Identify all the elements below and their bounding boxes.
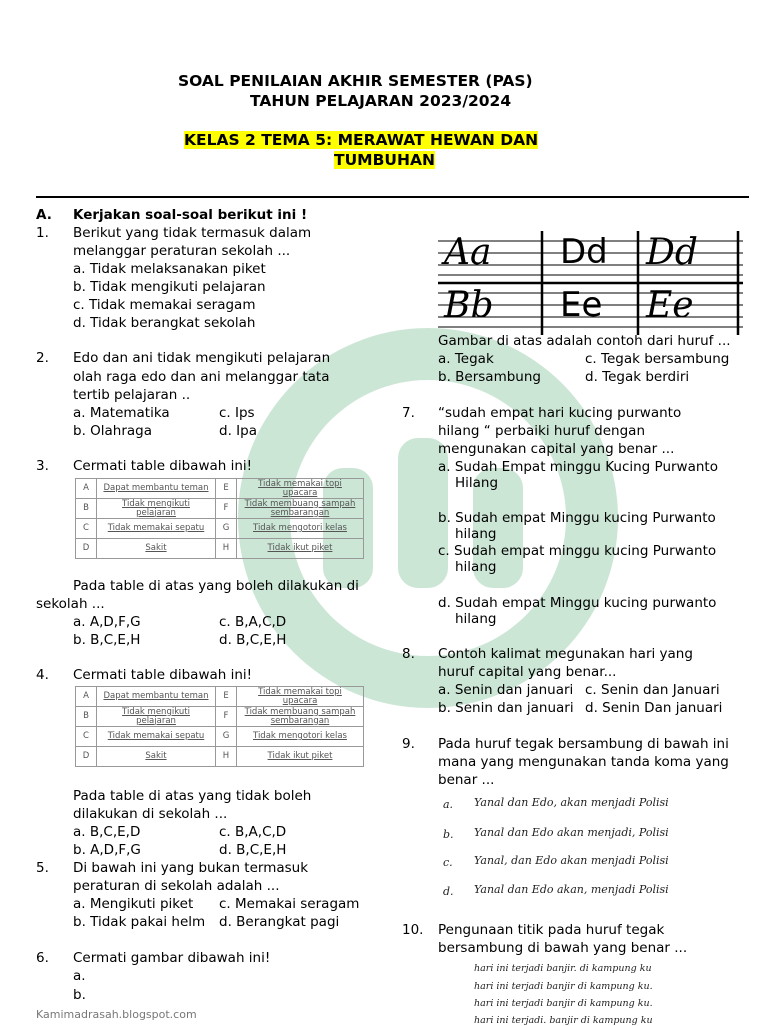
table-cell: Tidak memakai sepatu (97, 519, 216, 539)
table-cell: A (76, 687, 97, 707)
q9-option-d-label: d. (443, 885, 454, 898)
table-row (76, 747, 364, 767)
class-theme-line1: KELAS 2 TEMA 5: MERAWAT HEWAN DAN (184, 131, 539, 149)
q6-option-b: b. (73, 987, 86, 1003)
q4-line3: dilakukan di sekolah ... (73, 806, 228, 822)
q2-option-b: b. Olahraga (73, 423, 153, 439)
q1-line1: Berikut yang tidak termasuk dalam (73, 225, 312, 241)
q7-line3: mengunakan capital yang benar ... (438, 441, 675, 457)
table-cell: D (76, 747, 97, 767)
q9-line2: mana yang mengunakan tanda koma yang (438, 754, 729, 770)
q10-option-1: hari ini terjadi banjir. di kampung ku (474, 963, 652, 974)
cell-line: Tidak membuang sampah (244, 498, 356, 509)
cell-line: pelajaran (136, 715, 176, 726)
q8-number: 8. (402, 646, 415, 662)
q3-line3: sekolah ... (36, 596, 105, 612)
table-row (76, 519, 364, 539)
q4-line2: Pada table di atas yang tidak boleh (73, 788, 312, 804)
q5-line2: peraturan di sekolah adalah ... (73, 878, 280, 894)
table-cell: Dapat membantu teman (97, 479, 216, 499)
table-cell: G (216, 519, 237, 539)
qimg-line1: Gambar di atas adalah contoh dari huruf ... (438, 333, 731, 349)
q9-line3: benar ... (438, 772, 495, 788)
table-cell: A (76, 479, 97, 499)
rules-table-1 (75, 478, 364, 559)
q7-option-c-line1: c. Sudah empat minggu kucing Purwanto (438, 543, 717, 559)
table-row (76, 479, 364, 499)
table-cell (237, 687, 364, 707)
q5-option-d: d. Berangkat pagi (219, 914, 340, 930)
table-row (76, 539, 364, 559)
q7-option-d-line2: hilang (455, 611, 497, 627)
q7-line1: “sudah empat hari kucing purwanto (438, 405, 682, 421)
q1-option-b: b. Tidak mengikuti pelajaran (73, 279, 266, 295)
q9-option-c-label: c. (443, 856, 453, 869)
q3-option-c: c. B,A,C,D (219, 614, 287, 630)
cell-line: Tidak mengikuti (122, 498, 190, 509)
table-cell: B (76, 707, 97, 727)
q9-option-a-label: a. (443, 798, 454, 811)
header-divider (36, 196, 749, 198)
cell-line: pelajaran (136, 507, 176, 518)
q8-option-a: a. Senin dan januari (438, 682, 574, 698)
q10-option-4: hari ini terjadi. banjir di kampung ku (474, 1015, 653, 1026)
table-cell: F (216, 499, 237, 519)
q2-line1: Edo dan ani tidak mengikuti pelajaran (73, 350, 331, 366)
q3-line2: Pada table di atas yang boleh dilakukan di (73, 578, 359, 594)
table-cell: Dapat membantu teman (97, 687, 216, 707)
q4-option-c: c. B,A,C,D (219, 824, 287, 840)
q1-line2: melanggar peraturan sekolah ... (73, 243, 291, 259)
q4-option-b: b. A,D,F,G (73, 842, 141, 858)
table-cell: Tidak ikut piket (237, 539, 364, 559)
q5-option-b: b. Tidak pakai helm (73, 914, 206, 930)
table-row (76, 707, 364, 727)
q5-line1: Di bawah ini yang bukan termasuk (73, 860, 309, 876)
q4-number: 4. (36, 667, 49, 683)
q3-option-b: b. B,C,E,H (73, 632, 141, 648)
table-row (76, 727, 364, 747)
table-cell: G (216, 727, 237, 747)
cell-line: upacara (282, 695, 318, 706)
table-cell: B (76, 499, 97, 519)
letters-cell-ee-print: Ee (560, 285, 603, 325)
q1-option-a: a. Tidak melaksanakan piket (73, 261, 266, 277)
q10-option-3: hari ini terjadi banjir di kampung ku. (474, 998, 653, 1009)
q2-option-a: a. Matematika (73, 405, 170, 421)
cell-line: upacara (282, 487, 318, 498)
qimg-option-d: d. Tegak berdiri (585, 369, 690, 385)
q2-number: 2. (36, 350, 49, 366)
q7-option-a-line2: Hilang (455, 475, 499, 491)
rules-table-2 (75, 686, 364, 767)
q3-option-a: a. A,D,F,G (73, 614, 141, 630)
q10-option-2: hari ini terjadi banjir di kampung ku. (474, 981, 653, 992)
school-year: TAHUN PELAJARAN 2023/2024 (250, 92, 512, 110)
q6-number: 6. (36, 950, 49, 966)
q1-option-c: c. Tidak memakai seragam (73, 297, 256, 313)
q5-option-a: a. Mengikuti piket (73, 896, 194, 912)
q3-line1: Cermati table dibawah ini! (73, 458, 253, 474)
q9-option-b-text: Yanal dan Edo akan menjadi, Polisi (474, 826, 669, 839)
q9-option-c-text: Yanal, dan Edo akan menjadi Polisi (474, 854, 669, 867)
letters-cell-aa: Aa (444, 232, 492, 273)
table-cell: Sakit (97, 747, 216, 767)
q2-option-d: d. Ipa (219, 423, 257, 439)
section-instruction: Kerjakan soal-soal berikut ini ! (73, 207, 308, 223)
q7-option-c-line2: hilang (455, 559, 497, 575)
footer-source: Kamimadrasah.blogspot.com (36, 1008, 197, 1021)
table-row (76, 499, 364, 519)
class-theme-line2: TUMBUHAN (334, 151, 435, 169)
q6-option-a: a. (73, 968, 86, 984)
q1-option-d: d. Tidak berangkat sekolah (73, 315, 256, 331)
cell-line: Tidak memakai topi (258, 686, 342, 697)
table-cell: Tidak mengotori kelas (237, 727, 364, 747)
qimg-option-a: a. Tegak (438, 351, 494, 367)
q4-line1: Cermati table dibawah ini! (73, 667, 253, 683)
q7-line2: hilang “ perbaiki huruf dengan (438, 423, 646, 439)
table-cell: Tidak mengotori kelas (237, 519, 364, 539)
q9-option-b-label: b. (443, 828, 454, 841)
q7-option-a-line1: a. Sudah Empat minggu Kucing Purwanto (438, 459, 718, 475)
q8-line1: Contoh kalimat megunakan hari yang (438, 646, 693, 662)
q9-line1: Pada huruf tegak bersambung di bawah ini (438, 736, 729, 752)
table-cell: E (216, 687, 237, 707)
cell-line: sembarangan (270, 507, 330, 518)
table-cell: C (76, 519, 97, 539)
q6-line1: Cermati gambar dibawah ini! (73, 950, 271, 966)
cell-line: sembarangan (270, 715, 330, 726)
table-cell (97, 707, 216, 727)
table-cell: Tidak memakai sepatu (97, 727, 216, 747)
letters-cell-ee-cursive: Ee (646, 285, 694, 326)
q9-number: 9. (402, 736, 415, 752)
table-cell (237, 707, 364, 727)
q10-line1: Pengunaan titik pada huruf tegak (438, 922, 665, 938)
q8-option-b: b. Senin dan januari (438, 700, 574, 716)
cell-line: Tidak membuang sampah (244, 706, 356, 717)
q7-number: 7. (402, 405, 415, 421)
cell-line: Tidak memakai topi (258, 478, 342, 489)
q9-option-a-text: Yanal dan Edo, akan menjadi Polisi (474, 796, 669, 809)
qimg-option-c: c. Tegak bersambung (585, 351, 730, 367)
table-cell: Sakit (97, 539, 216, 559)
table-cell: H (216, 747, 237, 767)
q7-option-d-line1: d. Sudah empat Minggu kucing purwanto (438, 595, 717, 611)
letters-cell-bb: Bb (444, 285, 494, 326)
table-cell: C (76, 727, 97, 747)
cell-line: Tidak mengikuti (122, 706, 190, 717)
table-cell (97, 499, 216, 519)
exam-title: SOAL PENILAIAN AKHIR SEMESTER (PAS) (178, 72, 533, 90)
q7-option-b-line2: hilang (455, 526, 497, 542)
q2-option-c: c. Ips (219, 405, 255, 421)
q4-option-d: d. B,C,E,H (219, 842, 287, 858)
q10-number: 10. (402, 922, 424, 938)
q3-option-d: d. B,C,E,H (219, 632, 287, 648)
q8-option-d: d. Senin Dan januari (585, 700, 723, 716)
q7-option-b-line1: b. Sudah empat Minggu kucing Purwanto (438, 510, 716, 526)
q5-number: 5. (36, 860, 49, 876)
q9-option-d-text: Yanal dan Edo akan, menjadi Polisi (474, 883, 669, 896)
table-cell (237, 499, 364, 519)
q8-option-c: c. Senin dan Januari (585, 682, 720, 698)
letters-cell-dd-print: Dd (560, 232, 608, 272)
q10-line2: bersambung di bawah yang benar ... (438, 940, 688, 956)
q3-number: 3. (36, 458, 49, 474)
q2-line3: tertib pelajaran .. (73, 387, 191, 403)
letters-cell-dd-cursive: Dd (646, 232, 698, 273)
table-cell (237, 479, 364, 499)
table-cell: D (76, 539, 97, 559)
section-letter: A. (36, 207, 52, 223)
q5-option-c: c. Memakai seragam (219, 896, 360, 912)
q4-option-a: a. B,C,E,D (73, 824, 141, 840)
q2-line2: olah raga edo dan ani melanggar tata (73, 369, 330, 385)
q1-number: 1. (36, 225, 49, 241)
qimg-option-b: b. Bersambung (438, 369, 541, 385)
q8-line2: huruf capital yang benar... (438, 664, 617, 680)
table-cell: F (216, 707, 237, 727)
table-cell: Tidak ikut piket (237, 747, 364, 767)
table-row (76, 687, 364, 707)
table-cell: E (216, 479, 237, 499)
table-cell: H (216, 539, 237, 559)
